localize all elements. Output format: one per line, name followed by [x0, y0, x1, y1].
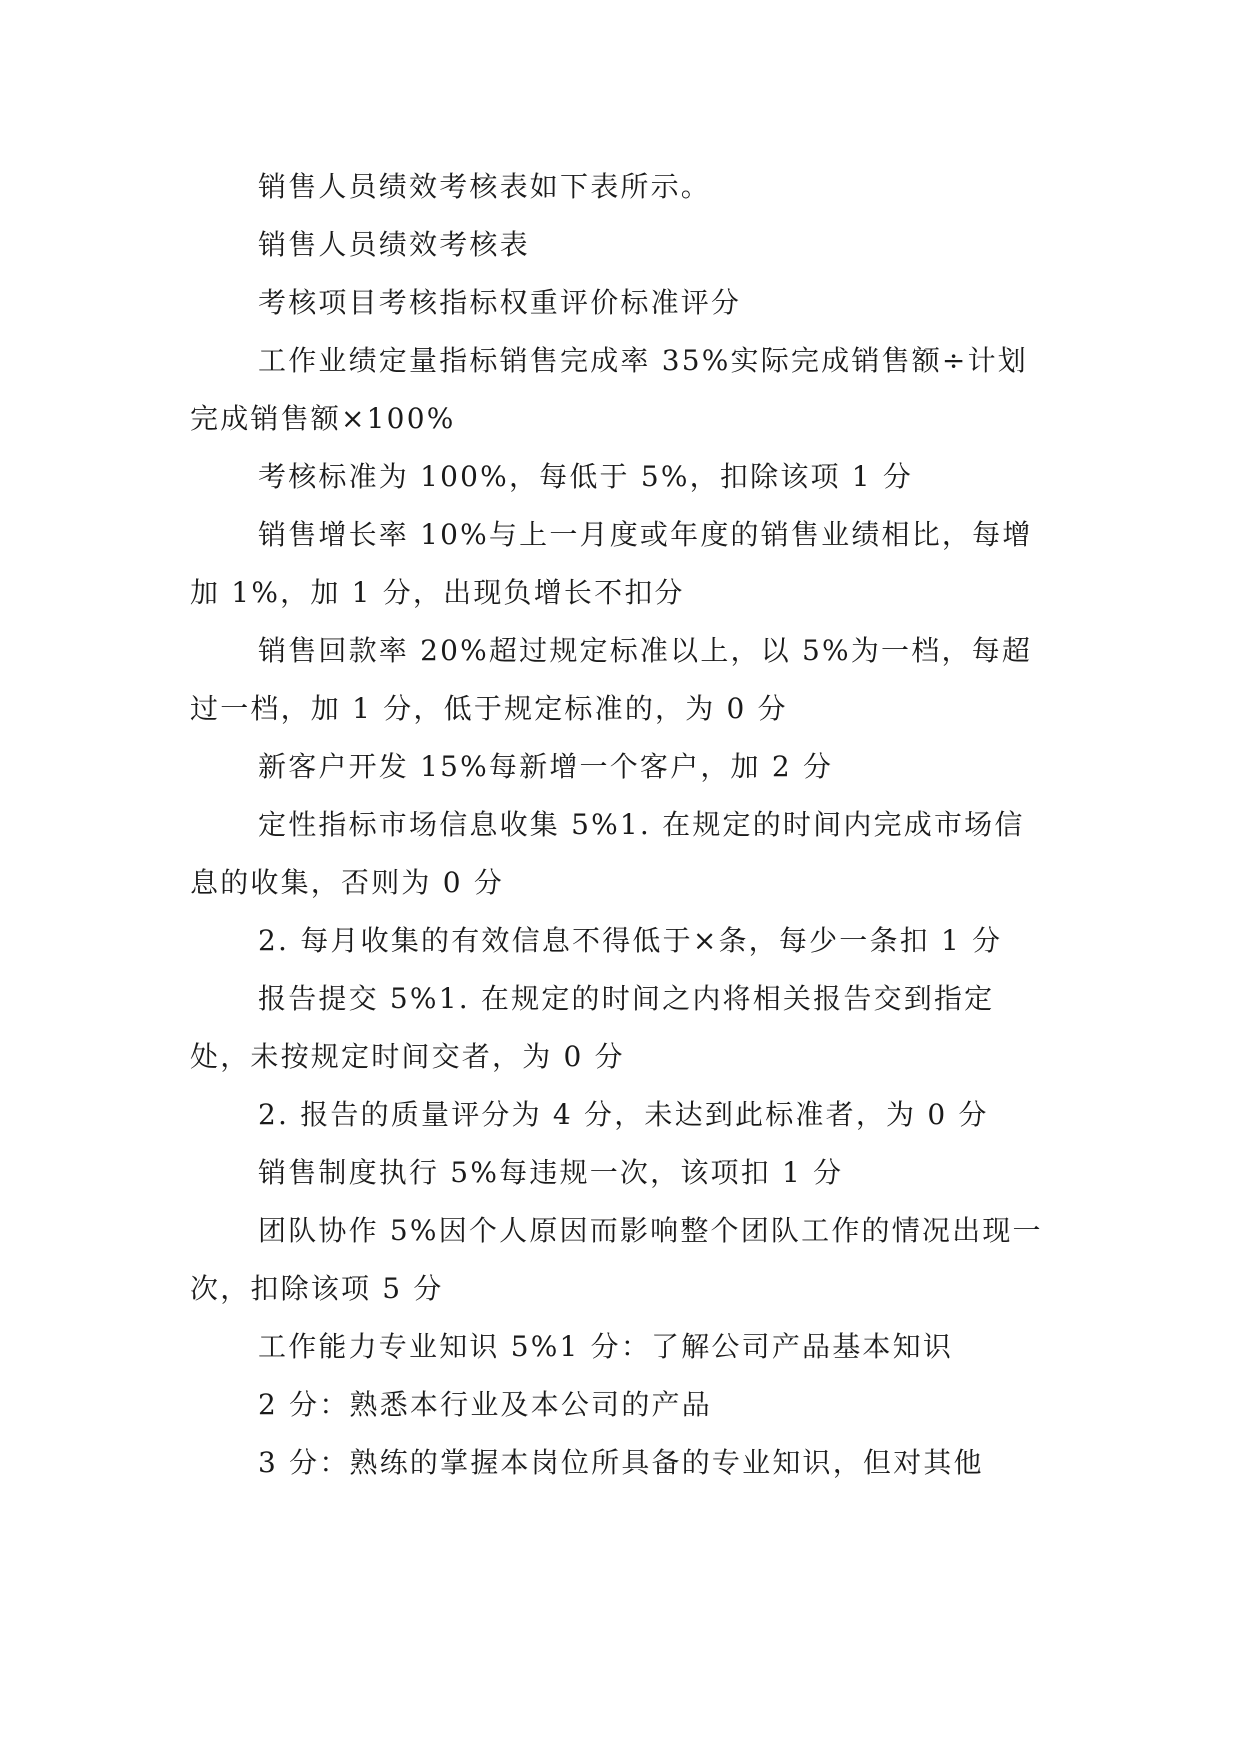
- paragraph-collection-rate: 销售回款率 20%超过规定标准以上，以 5%为一档，每超过一档，加 1 分，低于规定标准的，为 0 分: [190, 634, 1033, 725]
- paragraph-market-info: 定性指标市场信息收集 5%1. 在规定的时间内完成市场信息的收集，否则为 0 分: [190, 808, 1025, 899]
- paragraph-sales-completion: 工作业绩定量指标销售完成率 35%实际完成销售额÷计划完成销售额×100%: [190, 344, 1028, 435]
- paragraph-intro: 销售人员绩效考核表如下表所示。: [258, 170, 712, 203]
- paragraph-market-info-2: 2. 每月收集的有效信息不得低于×条，每少一条扣 1 分: [258, 924, 1003, 957]
- document-body: [190, 158, 1046, 1492]
- paragraph-knowledge-level-3: 3 分：熟练的掌握本岗位所具备的专业知识，但对其他: [258, 1446, 984, 1479]
- paragraph-report-submit: 报告提交 5%1. 在规定的时间之内将相关报告交到指定处，未按规定时间交者，为 0 分: [190, 982, 995, 1073]
- paragraph-teamwork: 团队协作 5%因个人原因而影响整个团队工作的情况出现一次，扣除该项 5 分: [190, 1214, 1043, 1305]
- paragraph-table-title: 销售人员绩效考核表: [258, 228, 530, 261]
- paragraph-assessment-standard: 考核标准为 100%，每低于 5%，扣除该项 1 分: [258, 460, 914, 493]
- paragraph-new-customer: 新客户开发 15%每新增一个客户，加 2 分: [258, 750, 834, 783]
- paragraph-sales-policy: 销售制度执行 5%每违规一次，该项扣 1 分: [258, 1156, 844, 1189]
- paragraph-table-header: 考核项目考核指标权重评价标准评分: [258, 286, 742, 319]
- paragraph-sales-growth: 销售增长率 10%与上一月度或年度的销售业绩相比，每增加 1%，加 1 分，出现负增长不扣分: [190, 518, 1033, 609]
- paragraph-knowledge-level-2: 2 分：熟悉本行业及本公司的产品: [258, 1388, 712, 1421]
- paragraph-professional-knowledge: 工作能力专业知识 5%1 分：了解公司产品基本知识: [258, 1330, 954, 1363]
- paragraph-report-quality: 2. 报告的质量评分为 4 分，未达到此标准者，为 0 分: [258, 1098, 989, 1131]
